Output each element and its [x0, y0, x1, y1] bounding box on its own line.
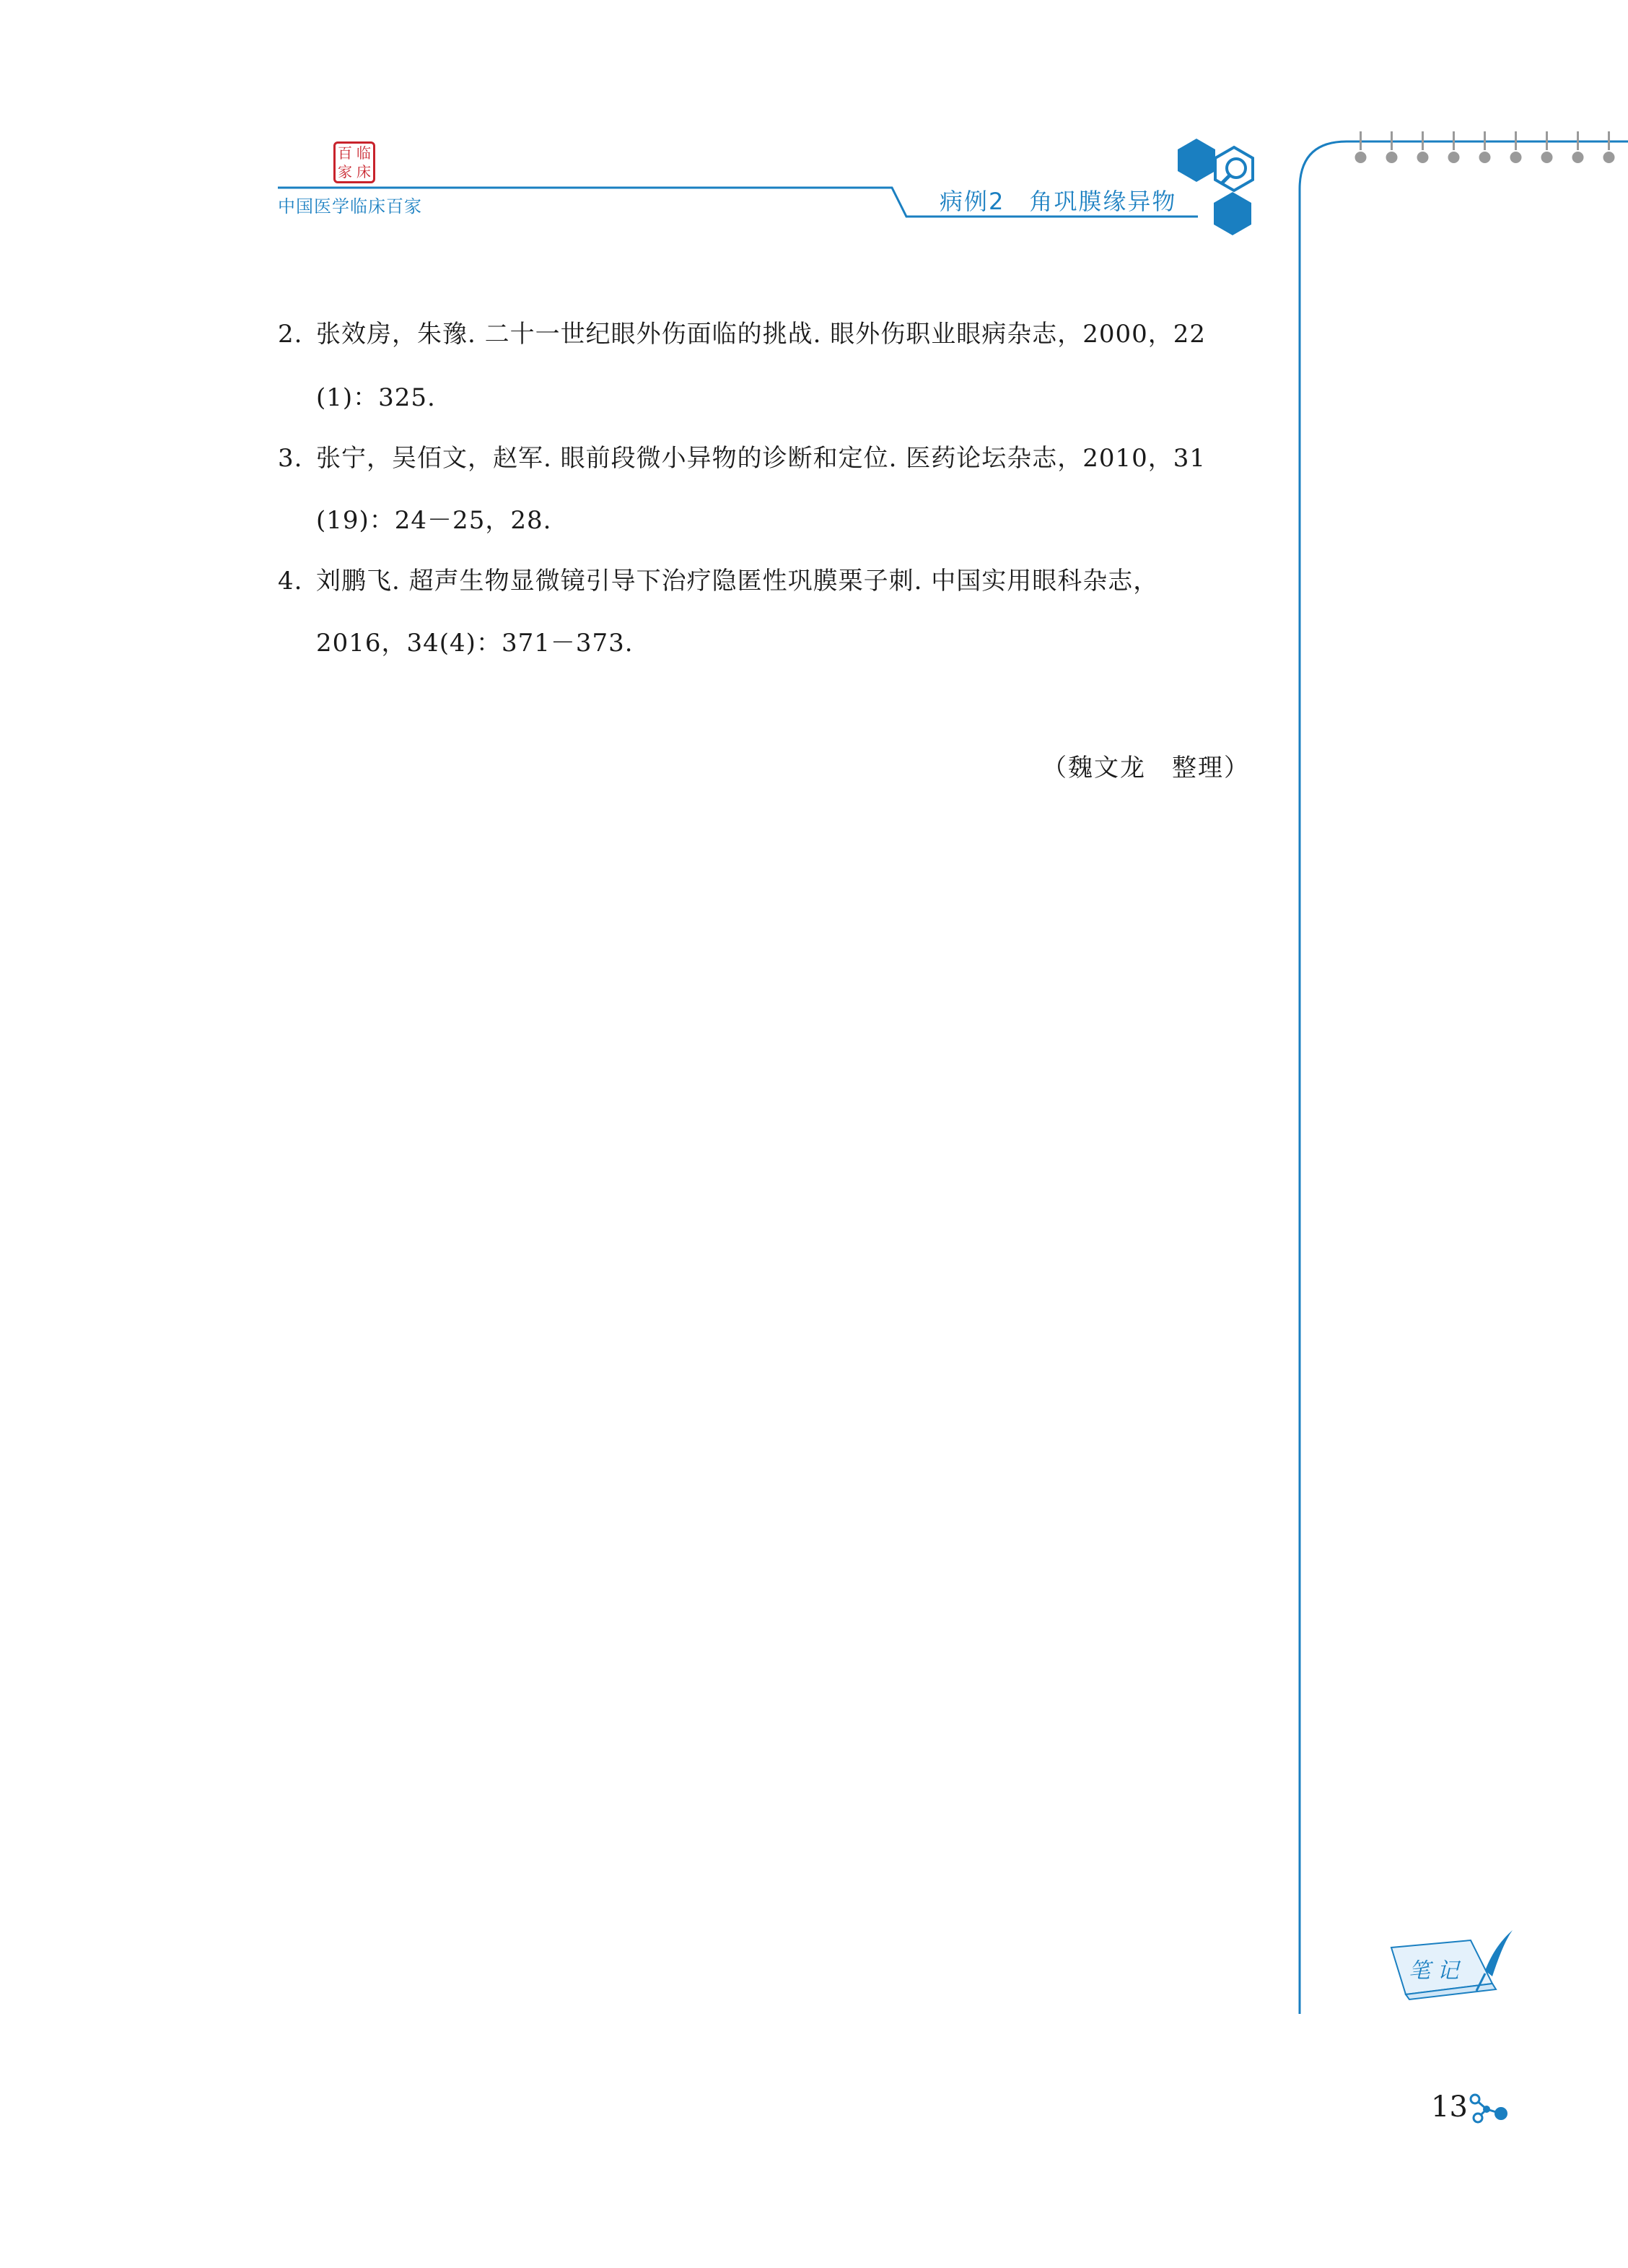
- reference-number: 2.: [278, 320, 303, 349]
- molecule-icon: [1468, 2092, 1511, 2125]
- notes-column-border: [1300, 141, 1628, 2014]
- reference-text-continued: 2016，34(4)：371－373.: [316, 629, 634, 658]
- spiral-binding-icon: [1349, 131, 1628, 175]
- reference-text: 张效房，朱豫. 二十一世纪眼外伤面临的挑战. 眼外伤职业眼病杂志，2000，22: [316, 320, 1207, 349]
- editor-credit: （魏文龙 整理）: [1042, 754, 1250, 782]
- seal-char: 百: [338, 144, 352, 162]
- notes-label: 笔 记: [1409, 1958, 1459, 1984]
- reference-text-continued: (1)：325.: [316, 383, 436, 412]
- series-name: 中国医学临床百家: [278, 196, 422, 217]
- reference-number: 4.: [278, 567, 303, 596]
- reference-text: 刘鹏飞. 超声生物显微镜引导下治疗隐匿性巩膜栗子刺. 中国实用眼科杂志，: [316, 567, 1159, 596]
- chapter-title: 病例2 角巩膜缘异物: [940, 188, 1177, 215]
- reference-text-continued: (19)：24－25，28.: [316, 506, 552, 535]
- page-number: 13: [1431, 2090, 1468, 2124]
- reference-text: 张宁，吴佰文，赵军. 眼前段微小异物的诊断和定位. 医药论坛杂志，2010，31: [316, 444, 1207, 473]
- seal-logo-icon: [333, 141, 375, 183]
- reference-number: 3.: [278, 444, 303, 473]
- magnifier-hexagon-icon: [1168, 137, 1261, 238]
- seal-char: 床: [356, 163, 371, 180]
- seal-char: 家: [338, 163, 352, 180]
- seal-char: 临: [356, 144, 371, 162]
